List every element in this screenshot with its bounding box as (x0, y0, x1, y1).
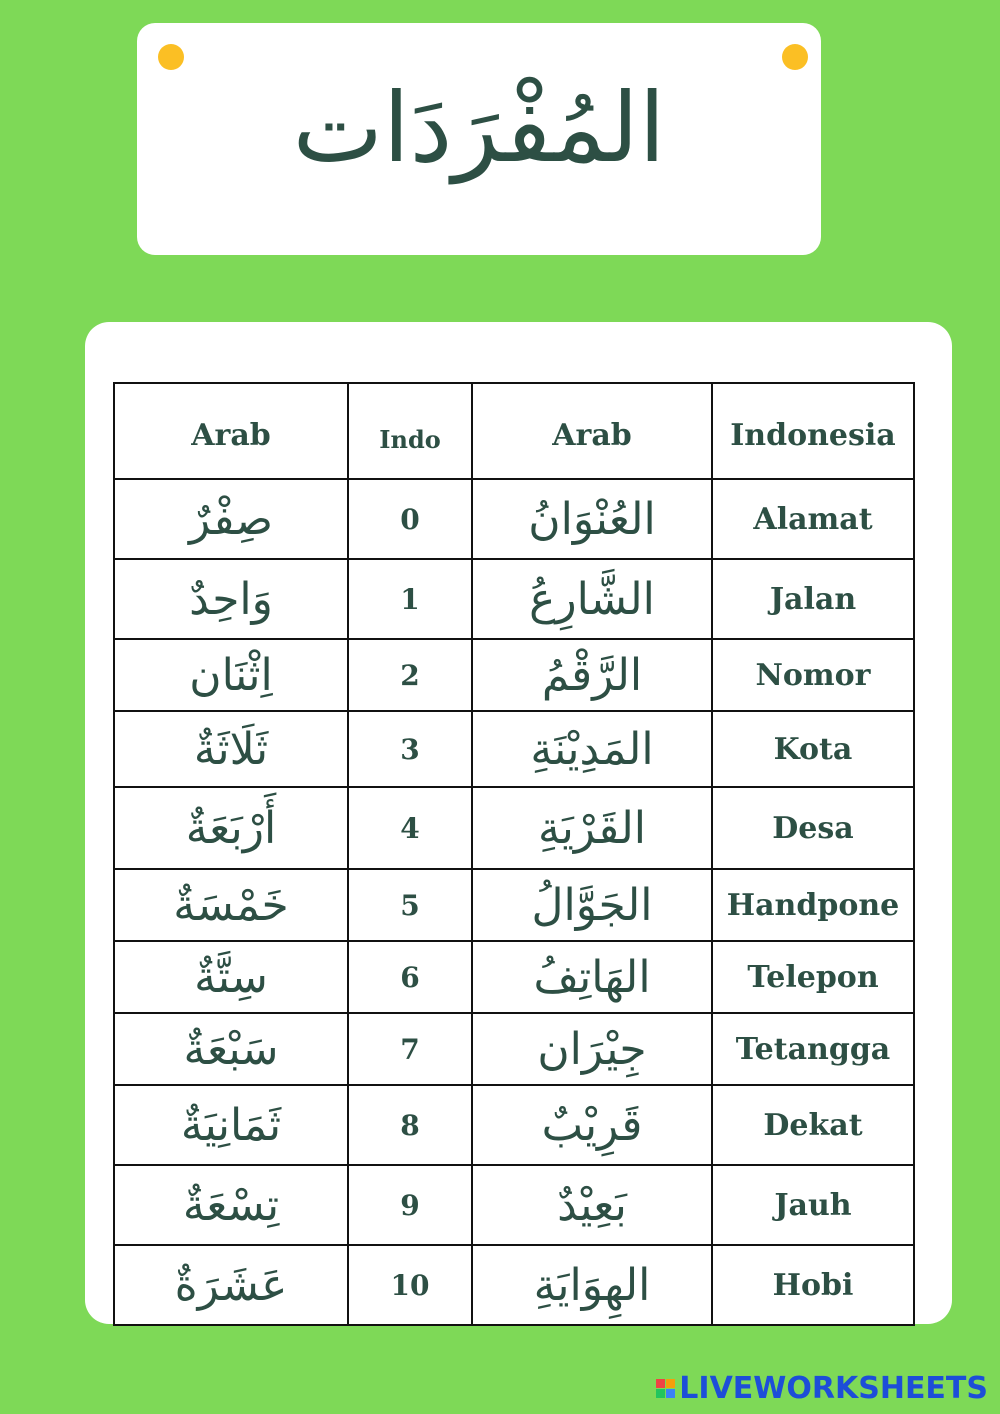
table-row (114, 1165, 914, 1245)
number-cell: 9 (348, 1165, 472, 1245)
header-arab-number: Arab (114, 383, 348, 479)
indonesia-word-cell: Jauh (712, 1165, 914, 1245)
indonesia-word-cell: Kota (712, 711, 914, 787)
number-cell: 3 (348, 711, 472, 787)
arab-word-cell: العُنْوَانُ (472, 479, 712, 559)
arab-number-cell: سِتَّةٌ (114, 941, 348, 1013)
title-card (137, 23, 821, 255)
vocabulary-table (113, 382, 915, 1326)
number-cell: 6 (348, 941, 472, 1013)
indonesia-word-cell: Tetangga (712, 1013, 914, 1085)
arab-word-cell: بَعِيْدٌ (472, 1165, 712, 1245)
indonesia-word-cell: Handpone (712, 869, 914, 941)
watermark-text: LIVEWORKSHEETS (679, 1371, 988, 1406)
number-cell: 5 (348, 869, 472, 941)
table-row (114, 711, 914, 787)
number-cell: 1 (348, 559, 472, 639)
table-card (85, 322, 952, 1324)
table-row (114, 559, 914, 639)
table-row (114, 639, 914, 711)
header-arab-word: Arab (472, 383, 712, 479)
indonesia-word-cell: Desa (712, 787, 914, 869)
arab-number-cell: ثَمَانِيَةٌ (114, 1085, 348, 1165)
arab-number-cell: صِفْرٌ (114, 479, 348, 559)
arab-word-cell: الرَّقْمُ (472, 639, 712, 711)
number-cell: 7 (348, 1013, 472, 1085)
number-cell: 0 (348, 479, 472, 559)
table-row (114, 787, 914, 869)
indonesia-word-cell: Dekat (712, 1085, 914, 1165)
arab-word-cell: المَدِيْنَةِ (472, 711, 712, 787)
header-indo-number: Indo (348, 383, 472, 479)
indonesia-word-cell: Nomor (712, 639, 914, 711)
arab-number-cell: سَبْعَةٌ (114, 1013, 348, 1085)
number-cell: 10 (348, 1245, 472, 1325)
arab-number-cell: ثَلَاثَةٌ (114, 711, 348, 787)
indonesia-word-cell: Hobi (712, 1245, 914, 1325)
arab-number-cell: اِثْنَان (114, 639, 348, 711)
table-row (114, 1245, 914, 1325)
arab-word-cell: قَرِيْبٌ (472, 1085, 712, 1165)
table-row (114, 869, 914, 941)
number-cell: 2 (348, 639, 472, 711)
arab-number-cell: وَاحِدٌ (114, 559, 348, 639)
arab-number-cell: عَشَرَةٌ (114, 1245, 348, 1325)
arab-number-cell: تِسْعَةٌ (114, 1165, 348, 1245)
table-header-row (114, 383, 914, 479)
arab-word-cell: الشَّارِعُ (472, 559, 712, 639)
arab-number-cell: خَمْسَةٌ (114, 869, 348, 941)
table-row (114, 941, 914, 1013)
arab-word-cell: الجَوَّالُ (472, 869, 712, 941)
liveworksheets-logo-icon (656, 1379, 675, 1398)
arab-word-cell: الهَاتِفُ (472, 941, 712, 1013)
arab-word-cell: القَرْيَةِ (472, 787, 712, 869)
indonesia-word-cell: Telepon (712, 941, 914, 1013)
number-cell: 4 (348, 787, 472, 869)
page-title: المُفْرَدَات (292, 72, 666, 184)
table-row (114, 479, 914, 559)
header-indonesia-word: Indonesia (712, 383, 914, 479)
arab-word-cell: جِيْرَان (472, 1013, 712, 1085)
table-row (114, 1013, 914, 1085)
indonesia-word-cell: Jalan (712, 559, 914, 639)
arab-number-cell: أَرْبَعَةٌ (114, 787, 348, 869)
liveworksheets-watermark (656, 1371, 988, 1406)
number-cell: 8 (348, 1085, 472, 1165)
table-row (114, 1085, 914, 1165)
indonesia-word-cell: Alamat (712, 479, 914, 559)
arab-word-cell: الهِوَايَةِ (472, 1245, 712, 1325)
